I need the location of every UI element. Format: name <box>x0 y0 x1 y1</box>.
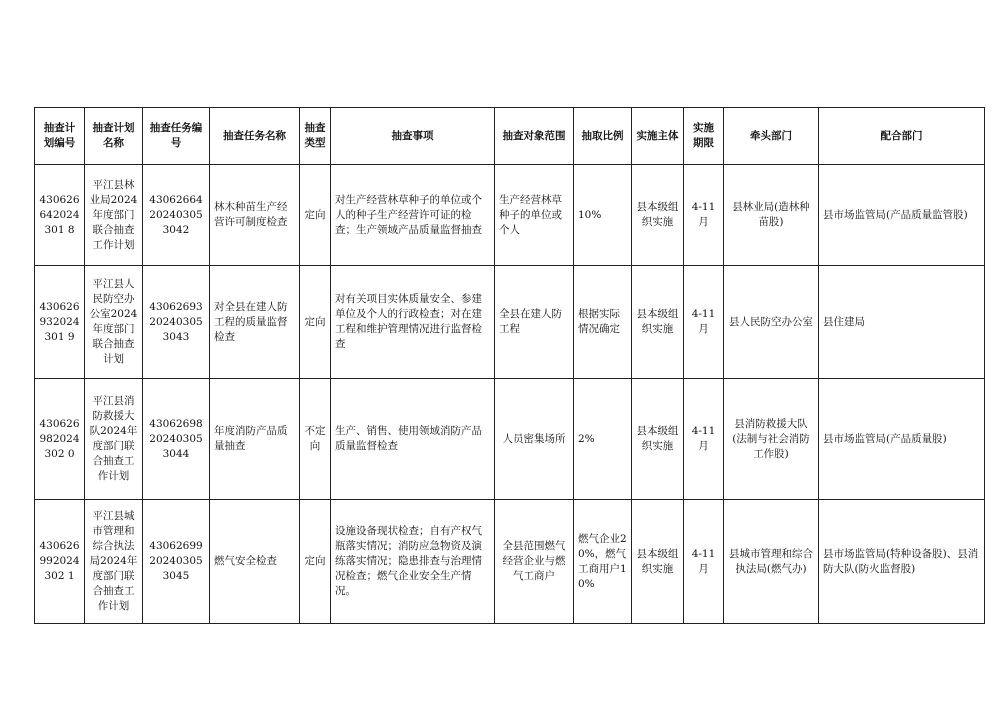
header-task-id: 抽查任务编号 <box>143 108 210 165</box>
cell-type: 定向 <box>300 500 331 624</box>
cell-task-name: 年度消防产品质量抽查 <box>210 379 300 500</box>
table-row <box>35 266 985 379</box>
cell-plan-name: 平江县城市管理和综合执法局2024年度部门联合抽查工作计划 <box>85 500 143 624</box>
header-ratio: 抽取比例 <box>574 108 632 165</box>
inspection-plan-table <box>34 107 985 624</box>
cell-lead-dept: 县城市管理和综合执法局(燃气办) <box>724 500 819 624</box>
cell-items: 设施设备现状检查；自有产权气瓶落实情况；消防应急物资及演练落实情况；隐患排查与治理情况检查；燃气企业安全生产情况。 <box>331 500 495 624</box>
header-scope: 抽查对象范围 <box>495 108 574 165</box>
header-period: 实施期限 <box>684 108 724 165</box>
cell-executor: 县本级组织实施 <box>632 266 684 379</box>
cell-scope: 全县在建人防工程 <box>495 266 574 379</box>
table-row <box>35 379 985 500</box>
cell-coop-dept: 县市场监管局(产品质量监管股) <box>819 165 985 266</box>
cell-executor: 县本级组织实施 <box>632 165 684 266</box>
cell-plan-id: 430626992024302 1 <box>35 500 85 624</box>
cell-task-name: 林木种苗生产经营许可制度检查 <box>210 165 300 266</box>
cell-coop-dept: 县市场监管局(产品质量股) <box>819 379 985 500</box>
cell-ratio: 2% <box>574 379 632 500</box>
cell-task-name: 燃气安全检查 <box>210 500 300 624</box>
cell-items: 对生产经营林草种子的单位或个人的种子生产经营许可证的检查；生产领域产品质量监督抽查 <box>331 165 495 266</box>
cell-period: 4-11月 <box>684 266 724 379</box>
cell-period: 4-11月 <box>684 165 724 266</box>
cell-task-id: 43062698202403053044 <box>143 379 210 500</box>
cell-scope: 生产经营林草种子的单位或个人 <box>495 165 574 266</box>
header-coop-dept: 配合部门 <box>819 108 985 165</box>
cell-scope: 全县范围燃气经营企业与燃气工商户 <box>495 500 574 624</box>
cell-lead-dept: 县人民防空办公室 <box>724 266 819 379</box>
cell-task-name: 对全县在建人防工程的质量监督检查 <box>210 266 300 379</box>
header-type: 抽查类型 <box>300 108 331 165</box>
cell-plan-name: 平江县人民防空办公室2024年度部门联合抽查计划 <box>85 266 143 379</box>
header-task-name: 抽查任务名称 <box>210 108 300 165</box>
header-plan-id: 抽查计划编号 <box>35 108 85 165</box>
header-lead-dept: 牵头部门 <box>724 108 819 165</box>
table-row <box>35 500 985 624</box>
cell-lead-dept: 县林业局(造林种苗股) <box>724 165 819 266</box>
header-items: 抽查事项 <box>331 108 495 165</box>
cell-plan-id: 430626932024301 9 <box>35 266 85 379</box>
cell-ratio: 燃气企业20%，燃气工商用户10% <box>574 500 632 624</box>
cell-period: 4-11月 <box>684 500 724 624</box>
cell-ratio: 根据实际情况确定 <box>574 266 632 379</box>
cell-items: 对有关项目实体质量安全、参建单位及个人的行政检查；对在建工程和维护管理情况进行监督检查 <box>331 266 495 379</box>
cell-task-id: 43062664202403053042 <box>143 165 210 266</box>
header-row <box>35 108 985 165</box>
cell-plan-id: 430626642024301 8 <box>35 165 85 266</box>
cell-executor: 县本级组织实施 <box>632 500 684 624</box>
cell-plan-id: 430626982024302 0 <box>35 379 85 500</box>
cell-plan-name: 平江县林业局2024年度部门联合抽查工作计划 <box>85 165 143 266</box>
cell-task-id: 43062693202403053043 <box>143 266 210 379</box>
cell-lead-dept: 县消防救援大队(法制与社会消防工作股) <box>724 379 819 500</box>
header-plan-name: 抽查计划名称 <box>85 108 143 165</box>
cell-coop-dept: 县市场监管局(特种设备股)、县消防大队(防火监督股) <box>819 500 985 624</box>
cell-scope: 人员密集场所 <box>495 379 574 500</box>
cell-type: 定向 <box>300 165 331 266</box>
cell-type: 不定向 <box>300 379 331 500</box>
table-row <box>35 165 985 266</box>
cell-task-id: 43062699202403053045 <box>143 500 210 624</box>
header-executor: 实施主体 <box>632 108 684 165</box>
cell-executor: 县本级组织实施 <box>632 379 684 500</box>
cell-ratio: 10% <box>574 165 632 266</box>
cell-coop-dept: 县住建局 <box>819 266 985 379</box>
cell-period: 4-11月 <box>684 379 724 500</box>
cell-items: 生产、销售、使用领域消防产品质量监督检查 <box>331 379 495 500</box>
cell-plan-name: 平江县消防救援大队2024年度部门联合抽查工作计划 <box>85 379 143 500</box>
cell-type: 定向 <box>300 266 331 379</box>
